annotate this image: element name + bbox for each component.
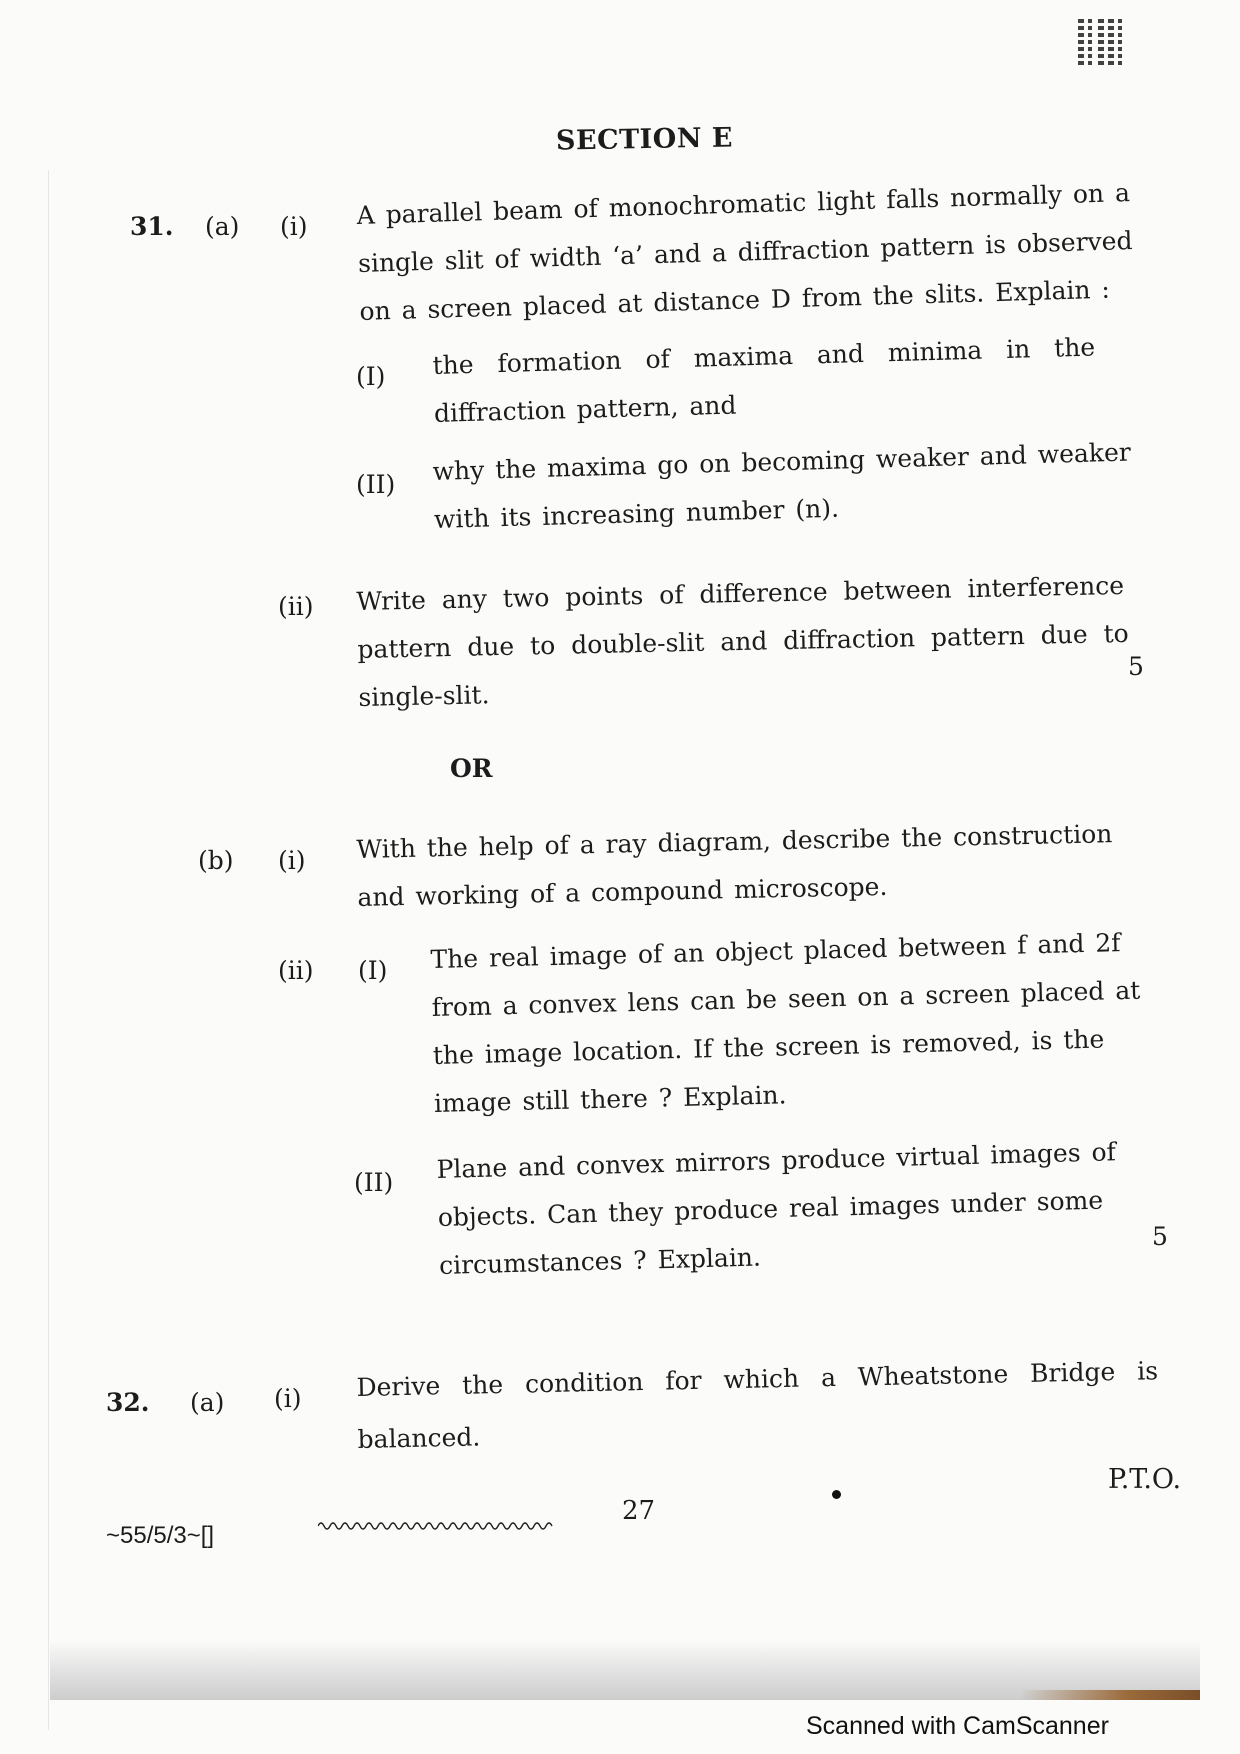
q32-a-i-label: (i) [274,1384,302,1413]
text-line: Plane and convex mirrors produce virtual images of [436,1137,1117,1184]
text-line: single slit of width ‘a’ and a diffraction pattern is observed [357,225,1133,278]
q31-b-ii-label: (ii) [278,956,314,985]
text-line: why the maxima go on becoming weaker and weaker [432,437,1132,486]
q31-b-ii-II-label: (II) [354,1168,394,1197]
q31-part-b-label: (b) [198,846,234,875]
page-edge-line [48,170,49,1730]
q31-a-ii-text [356,562,1130,722]
q31-a-i-II-text [432,429,1133,544]
text-line: with its increasing number (n). [433,493,840,534]
text-line: from a convex lens can be seen on a screen placed at [431,975,1141,1022]
q31-a-i-I-text [432,323,1097,437]
scan-edge-strip [1020,1690,1200,1700]
text-line: The real image of an object placed between f and 2f [430,928,1121,974]
q32-a-i-text [356,1345,1160,1466]
q31-a-ii-label: (ii) [278,592,314,621]
page-number: 27 [622,1496,656,1526]
paper-code: ~55/5/3~[] [106,1522,215,1549]
q31-b-i-text [356,810,1114,922]
wavy-line-decoration [318,1518,558,1532]
q31-b-marks: 5 [1152,1222,1168,1251]
text-line: the formation of maxima and minima in the [432,332,1096,380]
text-line: image still there ? Explain. [433,1080,787,1118]
q31-b-ii-I-text [430,919,1143,1128]
text-line: and working of a compound microscope. [357,871,888,912]
text-line: on a screen placed at distance D from the slits. Explain : [359,274,1111,326]
text-line: pattern due to double-slit and diffraction pattern due to [357,618,1129,664]
text-line: A parallel beam of monochromatic light falls normally on a [356,178,1131,230]
text-line: balanced. [357,1422,481,1454]
q31-b-i-label: (i) [278,846,306,875]
question-number-32: 32. [106,1388,150,1417]
q31-a-i-text [356,169,1135,336]
q31-a-i-label: (i) [280,212,308,241]
text-line: objects. Can they produce real images under some [437,1185,1104,1232]
q31-a-i-II-label: (II) [356,470,396,499]
q31-b-ii-I-label: (I) [358,956,388,985]
q31-b-ii-II-text [436,1128,1119,1290]
camscanner-watermark: Scanned with CamScanner [806,1712,1109,1740]
text-line: With the help of a ray diagram, describe the construction [356,819,1113,864]
q31-part-a-label: (a) [205,212,240,241]
text-line: Derive the condition for which a Wheatstone Bridge is [356,1356,1159,1402]
question-number-31: 31. [130,212,174,241]
text-line: circumstances ? Explain. [438,1242,762,1280]
or-separator: OR [450,754,493,783]
text-line: single-slit. [358,680,490,712]
text-line: diffraction pattern, and [433,390,737,428]
section-title: SECTION E [555,122,734,157]
qr-code-icon [1078,18,1122,68]
q31-a-marks: 5 [1128,652,1144,681]
pto-label: P.T.O. [1108,1464,1182,1495]
text-line: Write any two points of difference between interference [356,570,1125,616]
text-line: the image location. If the screen is removed, is the [432,1024,1105,1070]
dot-mark [832,1490,841,1499]
q31-a-i-I-label: (I) [356,362,386,391]
q32-part-a-label: (a) [190,1388,225,1417]
